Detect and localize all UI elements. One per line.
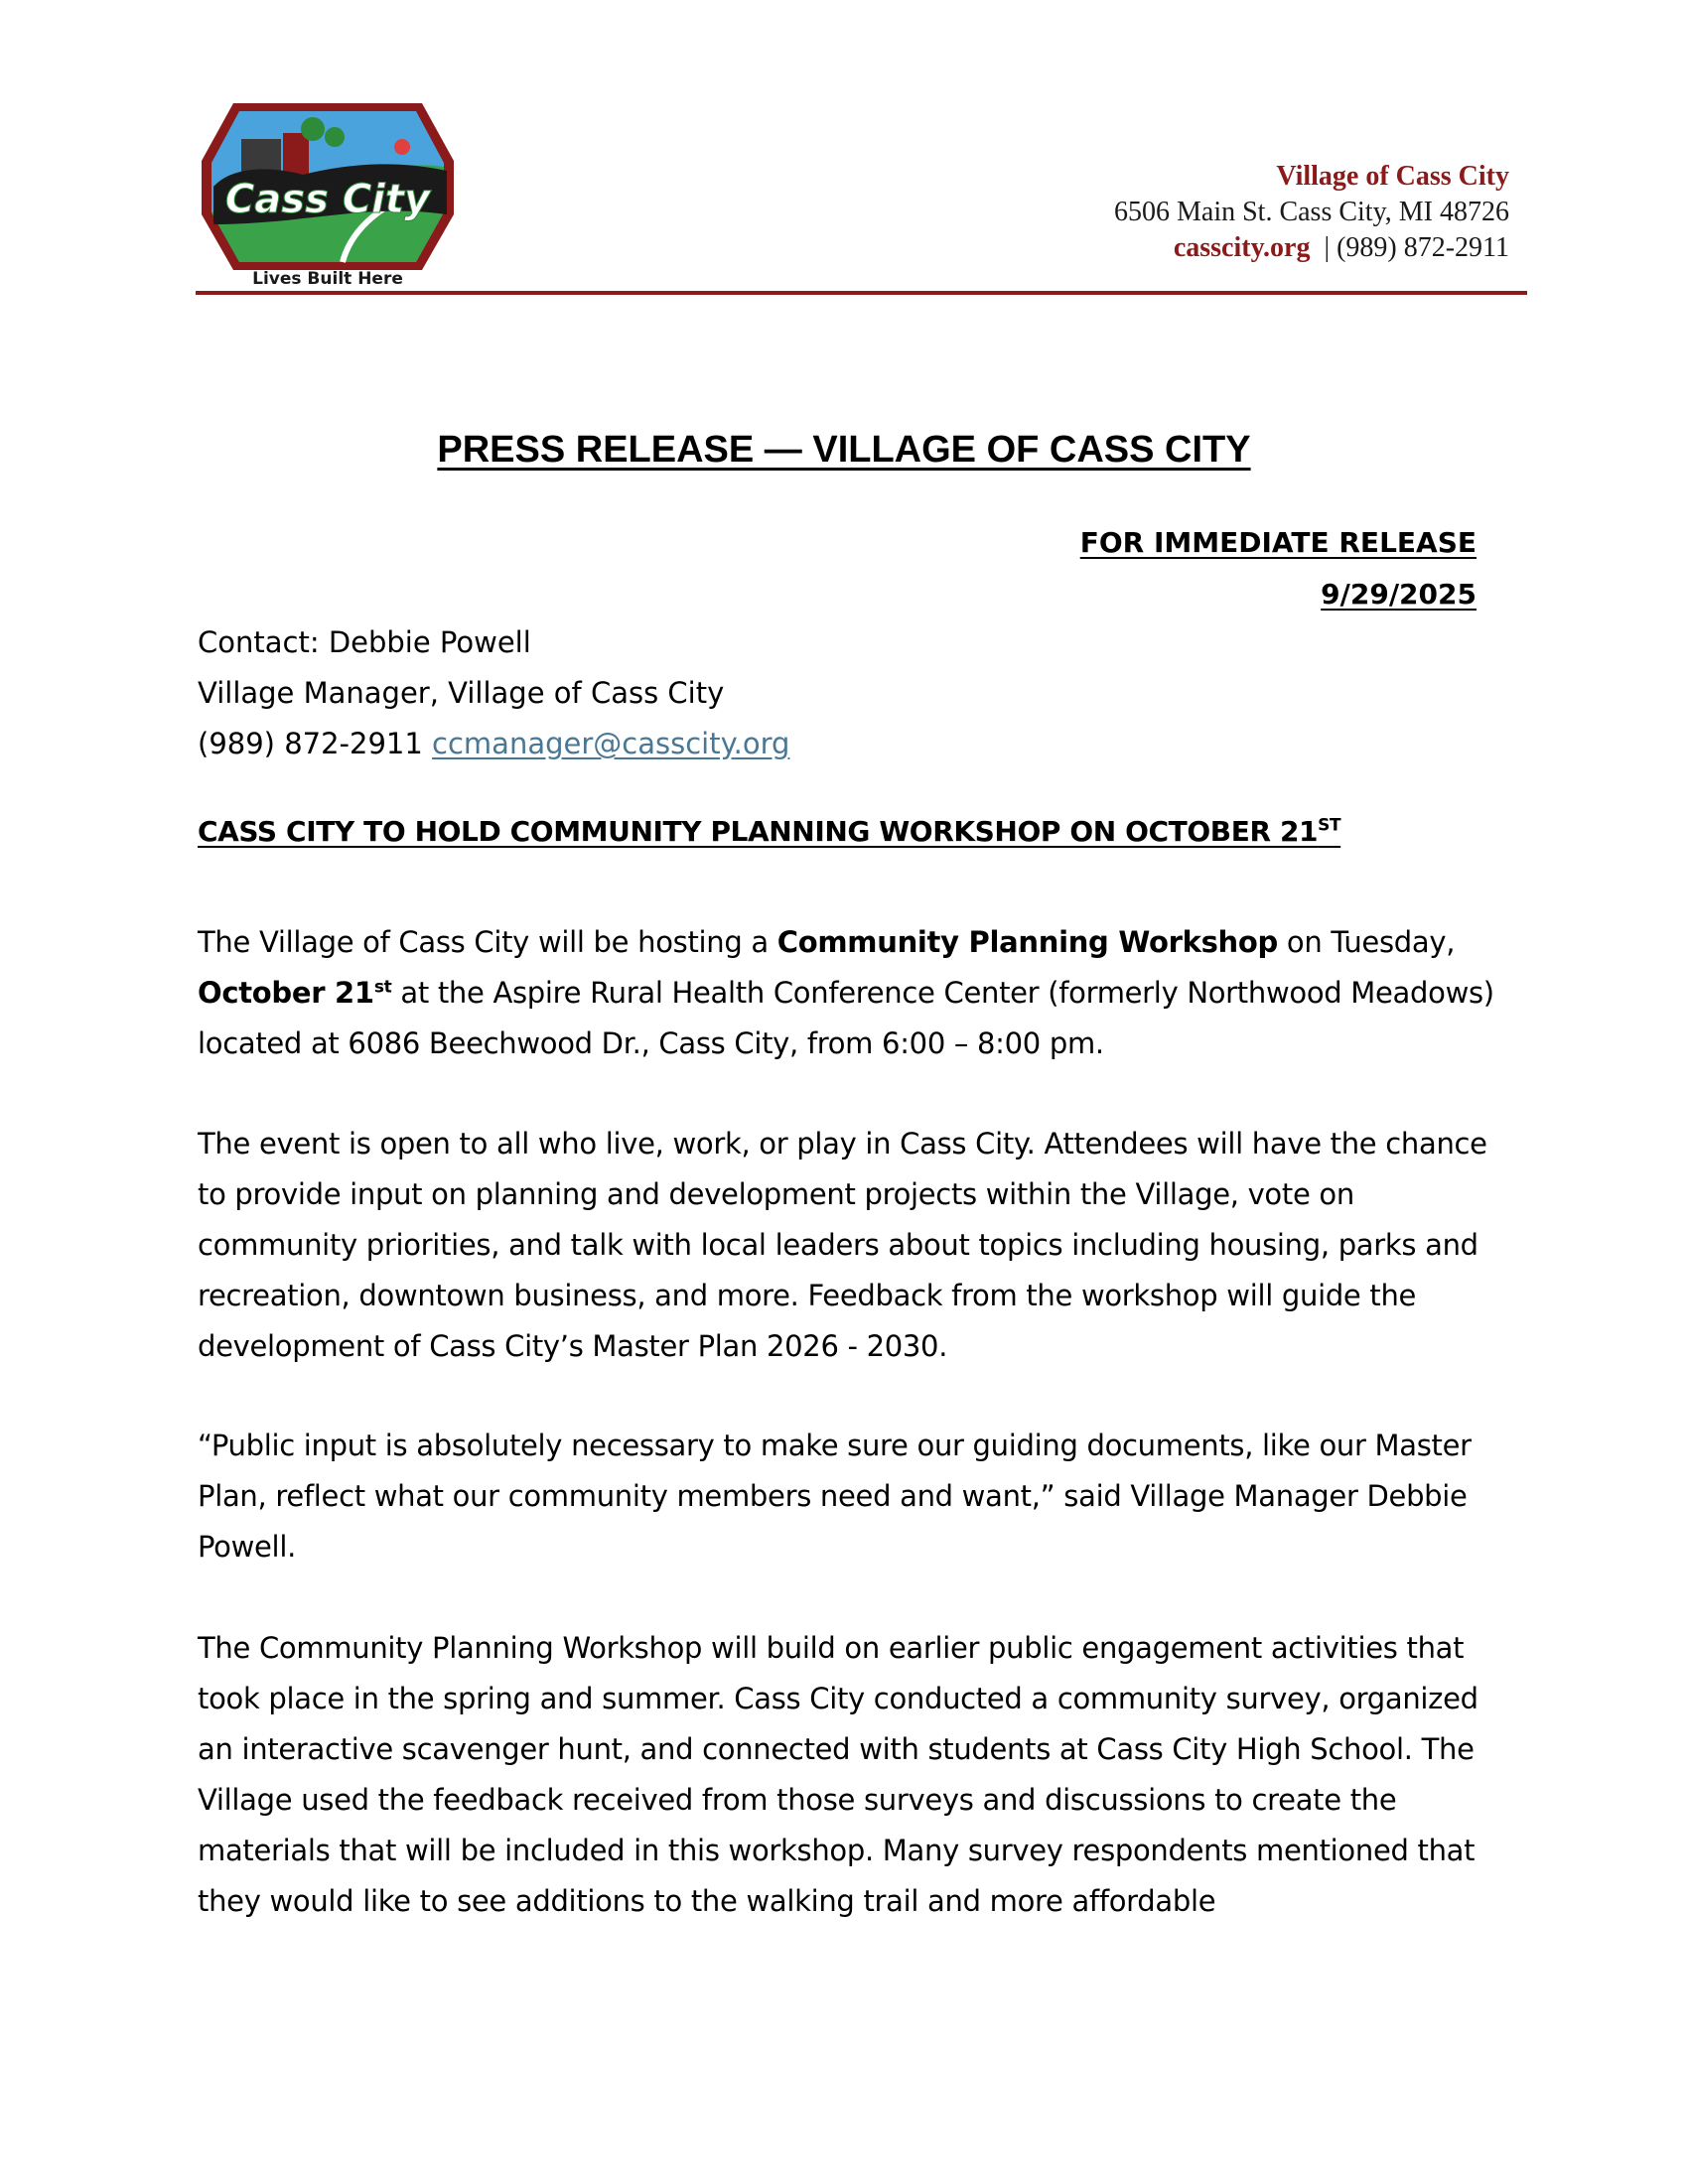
headline-text: CASS CITY TO HOLD COMMUNITY PLANNING WORKSHOP ON OCTOBER 21 <box>198 815 1319 848</box>
org-phone: (989) 872-2911 <box>1336 232 1509 263</box>
paragraph-1 <box>198 917 1498 1069</box>
p1-event-date: October 21 <box>198 976 374 1010</box>
p1-text-a: The Village of Cass City will be hosting a <box>198 925 777 959</box>
letterhead-contact <box>1114 159 1509 266</box>
release-label: FOR IMMEDIATE RELEASE <box>1079 526 1477 559</box>
contact-phone: (989) 872-2911 <box>198 727 423 760</box>
logo-tagline: Lives Built Here <box>252 269 403 289</box>
p1-text-b: on Tuesday, <box>1277 925 1456 959</box>
org-website-link[interactable]: casscity.org <box>1173 232 1311 263</box>
release-info <box>1080 517 1477 620</box>
contact-title: Village Manager, Village of Cass City <box>198 676 725 710</box>
p1-text-c: at the Aspire Rural Health Conference Center (formerly Northwood Meadows) located at 6086 Beechwood Dr., Cass City, from 6:00 – 8:00 pm. <box>198 976 1494 1060</box>
headline <box>198 815 1340 848</box>
org-address: 6506 Main St. Cass City, MI 48726 <box>1114 197 1509 227</box>
header-rule <box>196 291 1527 295</box>
contact-block <box>198 617 789 769</box>
p1-event-name: Community Planning Workshop <box>776 925 1278 959</box>
page-title: PRESS RELEASE — VILLAGE OF CASS CITY <box>437 429 1251 471</box>
org-separator: | <box>1324 232 1331 263</box>
contact-email-link[interactable]: ccmanager@casscity.org <box>432 727 790 760</box>
paragraph-4: The Community Planning Workshop will build on earlier public engagement activities that took place in the spring and summer. Cass City conducted a community survey, organized an interactive scavenger hunt, and connected with students at Cass City High School. The Village used the feedback received from those surveys and discussions to create the materials that will be included in this workshop. Many survey respondents mentioned that they would like to see additions to the walking trail and more affordable <box>198 1631 1478 1918</box>
contact-name: Contact: Debbie Powell <box>198 625 531 659</box>
release-date: 9/29/2025 <box>1321 578 1477 611</box>
paragraph-3: “Public input is absolutely necessary to make sure our guiding documents, like our Master Plan, reflect what our community members need and want,” said Village Manager Debbie Powell. <box>198 1429 1472 1564</box>
logo-wordmark: Cass City <box>224 177 431 222</box>
headline-sup: ST <box>1318 815 1341 836</box>
org-name: Village of Cass City <box>1276 161 1509 192</box>
paragraph-2: The event is open to all who live, work, or play in Cass City. Attendees will have the chance to provide input on planning and development projects within the Village, vote on community priorities, and talk with local leaders about topics including housing, parks and recreation, downtown business, and more. Feedback from the workshop will guide the development of Cass City’s Master Plan 2026 - 2030. <box>198 1127 1487 1363</box>
p1-date-sup: st <box>373 977 392 998</box>
cass-city-logo <box>194 95 462 290</box>
